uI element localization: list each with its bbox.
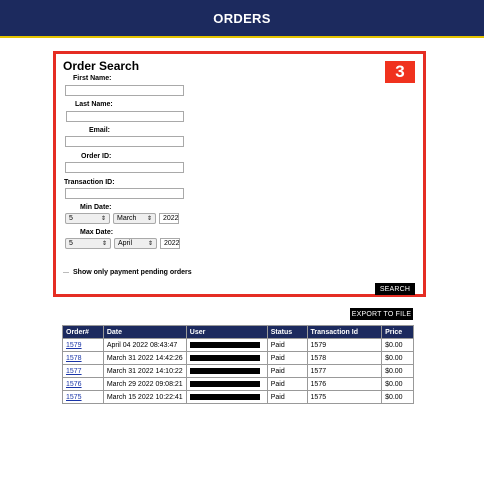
order-link[interactable]: 1577	[66, 367, 82, 375]
transaction-id: 1577	[307, 365, 382, 378]
col-header-date: Date	[103, 326, 186, 339]
order-price: $0.00	[382, 391, 414, 404]
order-date: March 29 2022 09:08:21	[103, 378, 186, 391]
col-header-user: User	[186, 326, 267, 339]
min-year-field[interactable]: 2022	[159, 213, 179, 224]
table-header-row	[63, 326, 414, 339]
search-button[interactable]: SEARCH	[375, 283, 415, 295]
order-price: $0.00	[382, 365, 414, 378]
email-field[interactable]	[65, 136, 184, 147]
order-date: March 31 2022 14:10:22	[103, 365, 186, 378]
order-link[interactable]: 1576	[66, 380, 82, 388]
max-date-label: Max Date:	[80, 229, 114, 236]
col-header-order: Order#	[63, 326, 104, 339]
table-row	[63, 391, 414, 404]
order-price: $0.00	[382, 352, 414, 365]
max-year-field[interactable]: 2022	[160, 238, 180, 249]
min-month-select[interactable]	[113, 213, 156, 224]
pending-orders-checkbox[interactable]	[63, 272, 69, 273]
col-header-status: Status	[267, 326, 307, 339]
redacted-user	[190, 342, 260, 348]
order-link[interactable]: 1579	[66, 341, 82, 349]
chevron-updown-icon: ⇕	[100, 216, 106, 222]
user-cell	[186, 391, 267, 404]
last-name-label: Last Name:	[75, 101, 113, 108]
table-row	[63, 378, 414, 391]
order-link[interactable]: 1575	[66, 393, 82, 401]
pending-orders-option[interactable]	[63, 269, 192, 276]
max-day-select[interactable]	[65, 238, 111, 249]
table-row	[63, 365, 414, 378]
max-month-value: April	[118, 240, 133, 247]
transaction-id: 1579	[307, 339, 382, 352]
min-day-value: 5	[69, 215, 73, 222]
col-header-transaction-id: Transaction Id	[307, 326, 382, 339]
last-name-field[interactable]	[66, 111, 184, 122]
email-label: Email:	[89, 127, 111, 134]
orders-table	[62, 325, 414, 404]
order-status: Paid	[267, 391, 307, 404]
pending-orders-label: Show only payment pending orders	[73, 269, 192, 276]
order-id-label: Order ID:	[81, 153, 112, 160]
order-id-field[interactable]	[65, 162, 184, 173]
transaction-id: 1575	[307, 391, 382, 404]
first-name-label: First Name:	[73, 75, 112, 82]
order-date: March 31 2022 14:42:26	[103, 352, 186, 365]
col-header-price: Price	[382, 326, 414, 339]
export-to-file-button[interactable]: EXPORT TO FILE	[350, 308, 413, 320]
user-cell	[186, 365, 267, 378]
page-title: ORDERS	[213, 10, 271, 26]
order-search-panel	[53, 51, 426, 297]
order-link[interactable]: 1578	[66, 354, 82, 362]
redacted-user	[190, 381, 260, 387]
redacted-user	[190, 394, 260, 400]
redacted-user	[190, 355, 260, 361]
user-cell	[186, 352, 267, 365]
step-badge: 3	[385, 61, 415, 83]
page-header	[0, 0, 484, 38]
search-title: Order Search	[63, 59, 140, 73]
table-row	[63, 352, 414, 365]
min-month-value: March	[117, 215, 137, 222]
max-month-select[interactable]	[114, 238, 157, 249]
transaction-id: 1576	[307, 378, 382, 391]
order-date: April 04 2022 08:43:47	[103, 339, 186, 352]
chevron-updown-icon: ⇕	[146, 216, 152, 222]
transaction-id-field[interactable]	[65, 188, 184, 199]
first-name-field[interactable]	[65, 85, 184, 96]
transaction-id: 1578	[307, 352, 382, 365]
chevron-updown-icon: ⇕	[147, 241, 153, 247]
order-price: $0.00	[382, 378, 414, 391]
order-status: Paid	[267, 378, 307, 391]
table-row	[63, 339, 414, 352]
order-status: Paid	[267, 339, 307, 352]
order-date: March 15 2022 10:22:41	[103, 391, 186, 404]
user-cell	[186, 378, 267, 391]
order-price: $0.00	[382, 339, 414, 352]
min-date-label: Min Date:	[80, 204, 112, 211]
max-day-value: 5	[69, 240, 73, 247]
transaction-id-label: Transaction ID:	[64, 179, 115, 186]
min-day-select[interactable]	[65, 213, 110, 224]
user-cell	[186, 339, 267, 352]
order-status: Paid	[267, 365, 307, 378]
order-status: Paid	[267, 352, 307, 365]
chevron-updown-icon: ⇕	[101, 241, 107, 247]
redacted-user	[190, 368, 260, 374]
